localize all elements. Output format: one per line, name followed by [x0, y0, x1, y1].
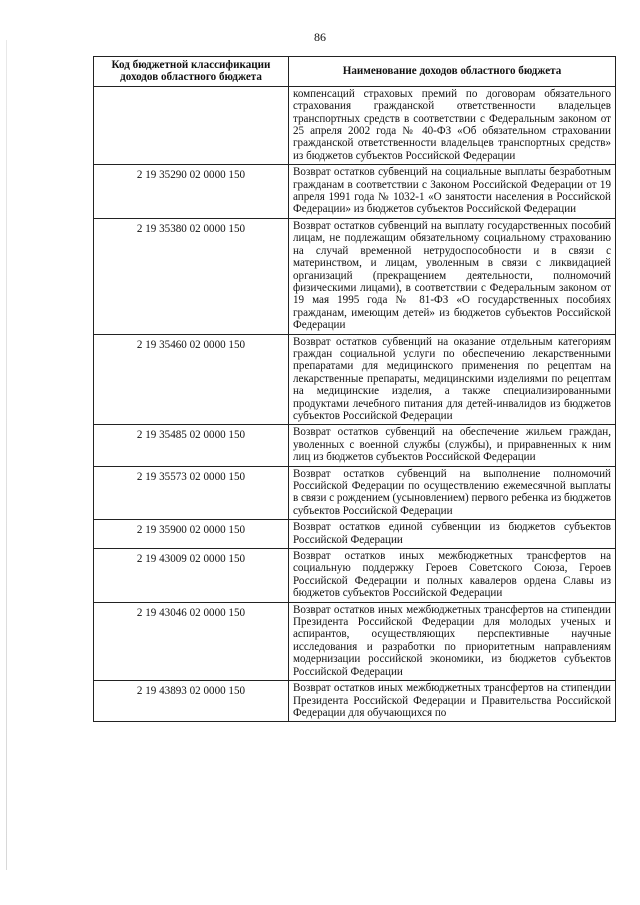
row-code: 2 19 35485 02 0000 150 [94, 425, 289, 466]
row-code: 2 19 35290 02 0000 150 [94, 165, 289, 219]
table-row [94, 602, 616, 680]
table-row [94, 86, 616, 164]
row-name: Возврат остатков иных межбюджетных трансфертов на стипендии Президента Российской Федерации для молодых ученых и аспирантов, осуществляющих перспективные научные исследования и разработки по приоритетным направлениям модернизации российской экономики, из бюджетов субъектов Российской Федерации [289, 602, 616, 680]
row-name: Возврат остатков субвенций на оказание отдельным категориям граждан социальной услуги по обеспечению лекарственными препаратами для медицинского применения по рецептам на лекарственные препараты, медицинскими изделиями по рецептам на медицинские изделия, а также специализированными продуктами лечебного питания для детей-инвалидов из бюджетов субъектов Российской Федерации [289, 334, 616, 425]
row-code: 2 19 35900 02 0000 150 [94, 520, 289, 549]
row-name: Возврат остатков субвенций на обеспечение жильем граждан, уволенных с военной службы (службы), и приравненных к ним лиц из бюджетов субъектов Российской Федерации [289, 425, 616, 466]
page-number: 86 [314, 30, 326, 44]
row-code [94, 86, 289, 164]
row-code: 2 19 43009 02 0000 150 [94, 549, 289, 603]
table-row [94, 520, 616, 549]
row-code: 2 19 43893 02 0000 150 [94, 681, 289, 722]
row-code: 2 19 35573 02 0000 150 [94, 466, 289, 520]
row-name: Возврат остатков субвенций на выполнение полномочий Российской Федерации по осуществлению ежемесячной выплаты в связи с рождением (усыновлением) первого ребенка из бюджетов субъектов Российской Федерации [289, 466, 616, 520]
row-name: Возврат остатков единой субвенции из бюджетов субъектов Российской Федерации [289, 520, 616, 549]
header-code: Код бюджетной классификации доходов областного бюджета [94, 57, 289, 87]
row-name: Возврат остатков субвенций на социальные выплаты безработным гражданам в соответствии с Законом Российской Федерации от 19 апреля 1991 года № 1032-1 «О занятости населения в Российской Федерации» из бюджетов субъектов Российской Федерации [289, 165, 616, 219]
scan-edge [6, 40, 7, 870]
row-code: 2 19 43046 02 0000 150 [94, 602, 289, 680]
row-code: 2 19 35460 02 0000 150 [94, 334, 289, 425]
table-row [94, 549, 616, 603]
row-name: компенсаций страховых премий по договорам обязательного страхования гражданской ответственности владельцев транспортных средств в соответствии с Федеральным законом от 25 апреля 2002 года № 40-ФЗ «Об обязательном страховании гражданской ответственности владельцев транспортных средств» из бюджетов субъектов Российской Федерации [289, 86, 616, 164]
table-row [94, 466, 616, 520]
table-header-row [94, 57, 616, 87]
table-row [94, 218, 616, 334]
budget-table [93, 56, 616, 722]
row-name: Возврат остатков субвенций на выплату государственных пособий лицам, не подлежащим обязательному социальному страхованию на случай временной нетрудоспособности и в связи с материнством, и лицам, уволенным в связи с ликвидацией организаций (прекращением деятельности, полномочий физическими лицами), в соответствии с Федеральным законом от 19 мая 1995 года № 81-ФЗ «О государственных пособиях гражданам, имеющим детей» из бюджетов субъектов Российской Федерации [289, 218, 616, 334]
table-row [94, 165, 616, 219]
header-name: Наименование доходов областного бюджета [289, 57, 616, 87]
table-row [94, 425, 616, 466]
row-code: 2 19 35380 02 0000 150 [94, 218, 289, 334]
row-name: Возврат остатков иных межбюджетных трансфертов на социальную поддержку Героев Советского Союза, Героев Российской Федерации и полных кавалеров ордена Славы из бюджетов субъектов Российской Федерации [289, 549, 616, 603]
table-row [94, 681, 616, 722]
table-row [94, 334, 616, 425]
row-name: Возврат остатков иных межбюджетных трансфертов на стипендии Президента Российской Федерации и Правительства Российской Федерации для обучающихся по [289, 681, 616, 722]
